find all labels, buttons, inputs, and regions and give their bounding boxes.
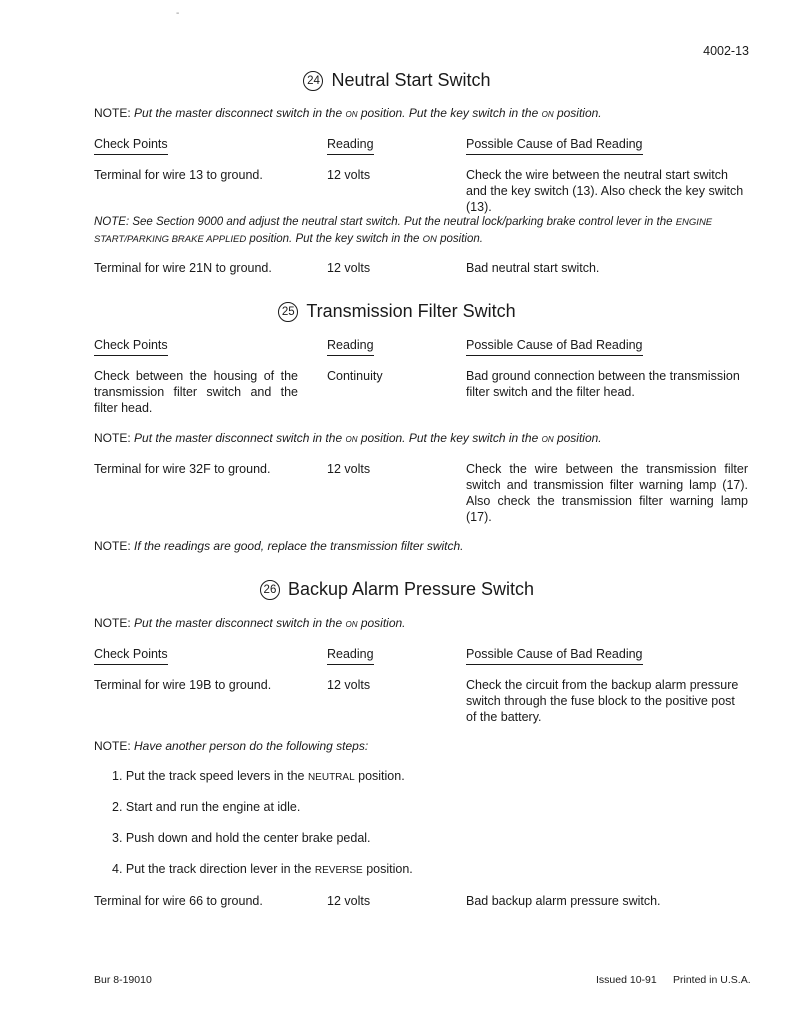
note-label: NOTE: (94, 539, 131, 553)
check-point: Terminal for wire 13 to ground. (94, 168, 263, 182)
col-header-check-points: Check Points (94, 338, 168, 356)
possible-cause: Check the circuit from the backup alarm pressure switch through the fuse block to the positive post of the battery. (466, 678, 739, 724)
note-term: ON (422, 234, 437, 245)
check-point: Terminal for wire 19B to ground. (94, 678, 272, 692)
section-25-number-circle: 25 (278, 302, 298, 322)
footer-printed: Printed in U.S.A. (673, 974, 751, 986)
possible-cause: Bad ground connection between the transmission filter switch and the filter head. (466, 369, 740, 399)
col-header-reading: Reading (327, 137, 374, 155)
step-item: 3. Push down and hold the center brake pedal. (112, 831, 371, 845)
section-24-note-1 (94, 106, 749, 121)
possible-cause: Check the wire between the transmission filter switch and transmission filter warning lamp (17). Also check the transmission filter warning lamp (17). (466, 462, 748, 524)
note-term: on (541, 431, 554, 445)
section-26-title: Backup Alarm Pressure Switch (287, 579, 535, 599)
section-24-number-circle: 24 (303, 71, 323, 91)
note-term: on (541, 106, 554, 120)
note-label: NOTE: (94, 431, 131, 445)
note-text: position. Put the key switch in the (360, 431, 539, 445)
page-number: 4002-13 (703, 44, 749, 58)
section-25-note-2 (94, 539, 749, 554)
section-24-heading (0, 70, 794, 91)
col-header-cause: Possible Cause of Bad Reading (466, 647, 748, 665)
footer-issued: Issued 10-91 (596, 974, 657, 986)
note-text: position. Put the key switch in the (249, 233, 420, 245)
note-text: Put the master disconnect switch in the (134, 106, 343, 120)
possible-cause: Check the wire between the neutral start switch and the key switch (13). Also check the key switch (13). (466, 168, 744, 214)
stray-mark: - (176, 8, 180, 19)
step-item: 2. Start and run the engine at idle. (112, 800, 301, 814)
reading: 12 volts (327, 678, 371, 692)
note-label: NOTE: (94, 106, 131, 120)
note-text: Put the master disconnect switch in the (134, 616, 343, 630)
note-term: on (345, 106, 358, 120)
note-text: NOTE: See Section 9000 and adjust the neutral start switch. Put the neutral lock/parking brake control lever in the (94, 216, 673, 228)
note-text: Have another person do the following steps: (134, 739, 369, 753)
note-text: position. (556, 431, 602, 445)
note-label: NOTE: (94, 616, 131, 630)
col-header-reading: Reading (327, 338, 374, 356)
section-26-note-1 (94, 616, 749, 631)
section-24-title: Neutral Start Switch (331, 70, 491, 90)
check-point: Terminal for wire 32F to ground. (94, 462, 271, 476)
step-item: 4. Put the track direction lever in the REVERSE position. (112, 862, 413, 876)
reading: Continuity (327, 369, 383, 383)
note-text: If the readings are good, replace the transmission filter switch. (134, 539, 464, 553)
note-term: on (345, 616, 358, 630)
section-26-number-circle: 26 (260, 580, 280, 600)
note-term: ENGINE START/PARKING BRAKE APPLIED (94, 217, 713, 245)
section-25-heading (0, 301, 794, 322)
reading: 12 volts (327, 462, 371, 476)
reading: 12 volts (327, 894, 371, 908)
reading: 12 volts (327, 261, 371, 275)
note-text: position. (556, 106, 602, 120)
footer-doc-number: Bur 8-19010 (94, 974, 152, 986)
check-point: Terminal for wire 66 to ground. (94, 894, 263, 908)
section-26-note-2 (94, 739, 749, 754)
section-24-note-2 (94, 214, 749, 248)
section-26-heading (0, 579, 794, 600)
note-text: Put the master disconnect switch in the (134, 431, 343, 445)
reading: 12 volts (327, 168, 371, 182)
note-text: position. (360, 616, 406, 630)
col-header-cause: Possible Cause of Bad Reading (466, 137, 748, 155)
section-25-title: Transmission Filter Switch (306, 301, 516, 321)
col-header-check-points: Check Points (94, 137, 168, 155)
col-header-check-points: Check Points (94, 647, 168, 665)
possible-cause: Bad backup alarm pressure switch. (466, 894, 661, 908)
step-item: 1. Put the track speed levers in the NEUTRAL position. (112, 769, 405, 783)
note-text: position. Put the key switch in the (360, 106, 539, 120)
note-text: position. (440, 233, 483, 245)
section-25-note-1 (94, 431, 749, 446)
note-term: on (345, 431, 358, 445)
check-point: Terminal for wire 21N to ground. (94, 261, 272, 275)
col-header-cause: Possible Cause of Bad Reading (466, 338, 748, 356)
check-point: Check between the housing of the transmission filter switch and the filter head. (94, 369, 298, 415)
possible-cause: Bad neutral start switch. (466, 261, 600, 275)
note-label: NOTE: (94, 739, 131, 753)
col-header-reading: Reading (327, 647, 374, 665)
